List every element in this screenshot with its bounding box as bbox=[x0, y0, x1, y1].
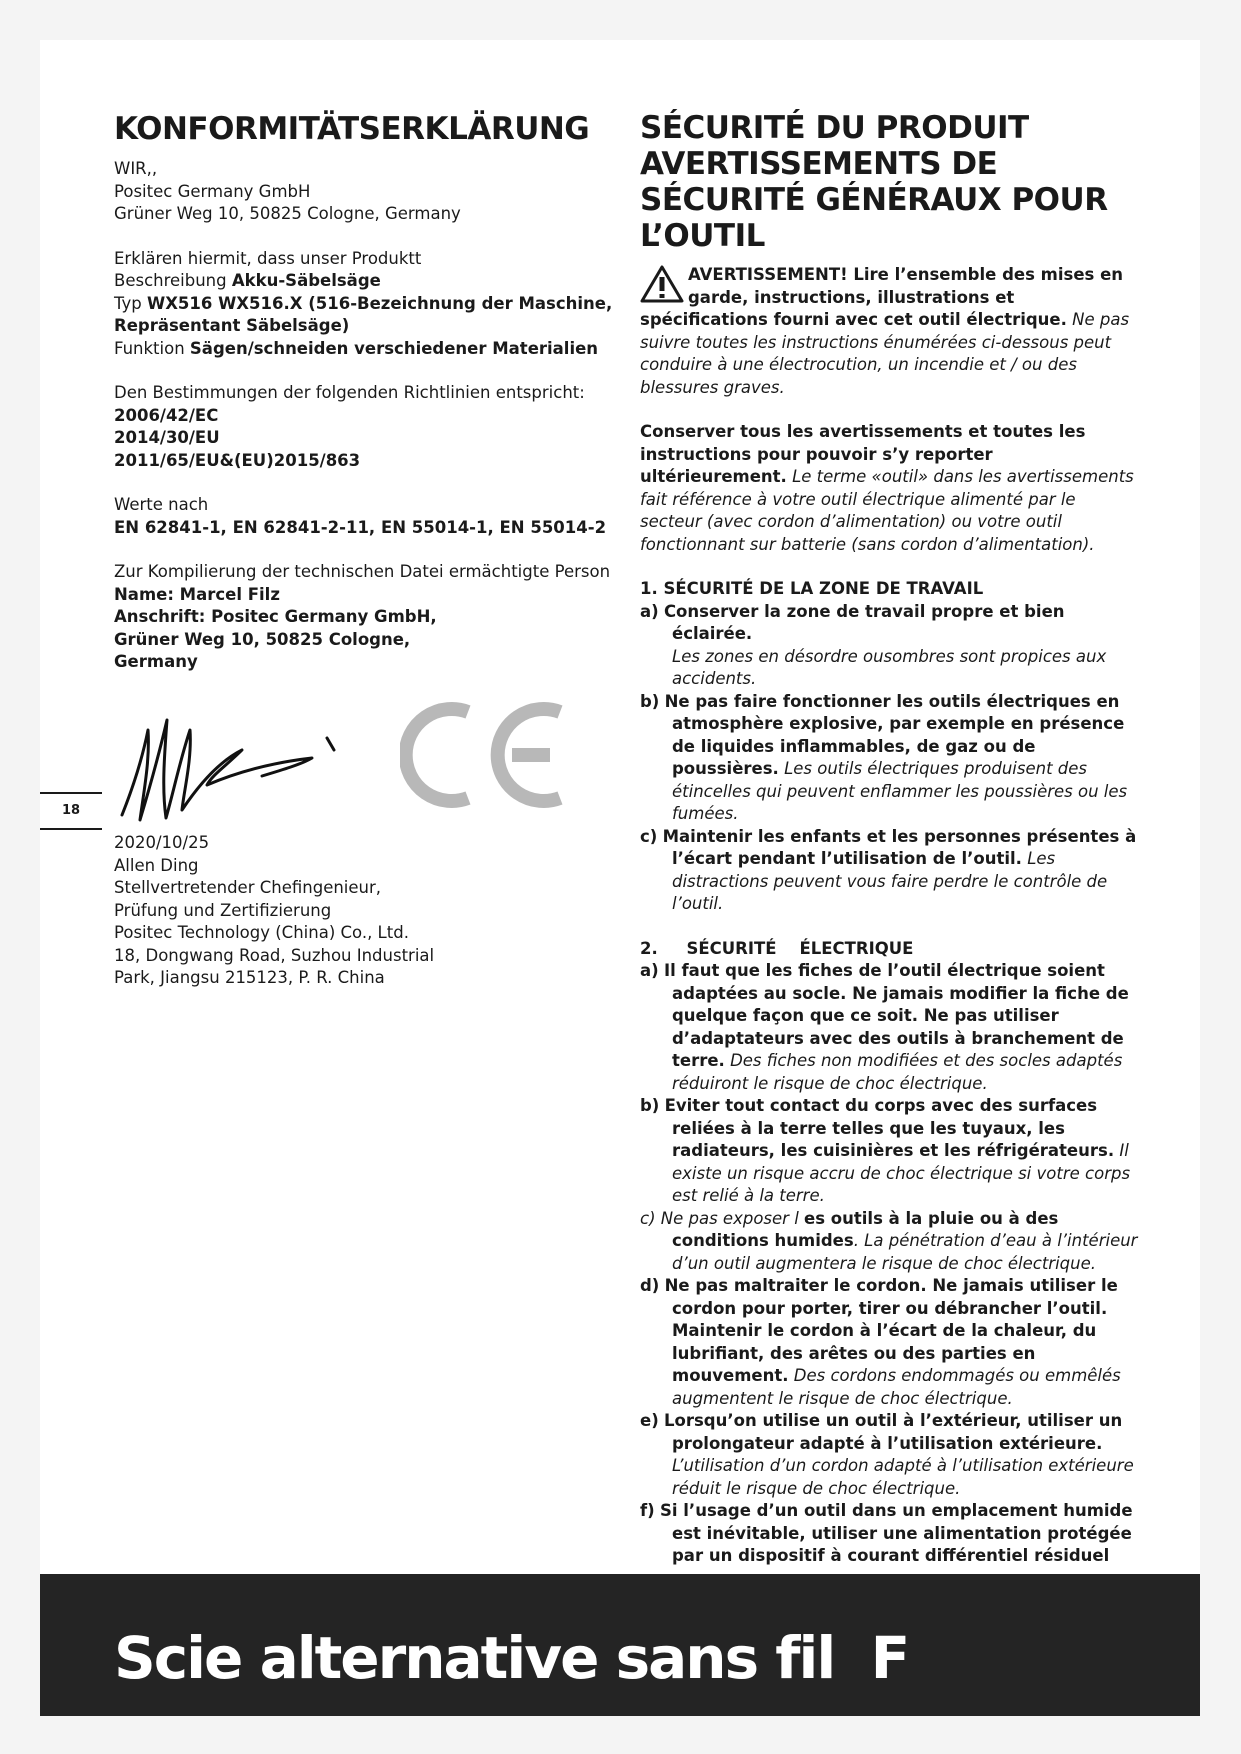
item-label: a) bbox=[640, 961, 659, 980]
safety-column bbox=[640, 110, 1140, 1568]
heading-line: AVERTISSEMENTS DE bbox=[640, 146, 998, 182]
directive-item: 2011/65/EU&(EU)2015/863 bbox=[114, 450, 361, 470]
standards-intro: Werte nach bbox=[114, 495, 209, 514]
signer-line: Park, Jiangsu 215123, P. R. China bbox=[114, 968, 385, 987]
item-italic: Les distractions peuvent vous faire perdre le contrôle de l’outil. bbox=[672, 849, 1108, 913]
tech-file-address: Germany bbox=[114, 652, 198, 671]
item-italic: Ne pas exposer l bbox=[660, 1208, 799, 1228]
description-value: Akku-Säbelsäge bbox=[231, 271, 381, 290]
address-line: Grüner Weg 10, 50825 Cologne, Germany bbox=[114, 204, 461, 223]
item-italic: Les zones en désordre ousombres sont propices aux accidents. bbox=[672, 646, 1107, 688]
signer-line: Stellvertretender Chefingenieur, bbox=[114, 878, 382, 897]
declaration-heading: KONFORMITÄTSERKLÄRUNG bbox=[114, 111, 590, 147]
signature-image bbox=[112, 690, 382, 830]
item-italic: Il existe un risque accru de choc électrique si votre corps est relié à la terre. bbox=[672, 1141, 1131, 1205]
directives-intro: Den Bestimmungen der folgenden Richtlinien entspricht: bbox=[114, 383, 585, 402]
item-bold: Maintenir les enfants et les personnes présentes à l’écart pendant l’utilisation de l’outil. bbox=[662, 826, 1137, 868]
item-label: b) bbox=[640, 1096, 660, 1115]
page-number bbox=[40, 792, 102, 830]
keep-block bbox=[640, 421, 1140, 556]
section-2-title: 2. SÉCURITÉ ÉLECTRIQUE bbox=[640, 938, 914, 958]
function-value: Sägen/schneiden verschiedener Materialien bbox=[189, 338, 599, 358]
signer-line: Prüfung und Zertifizierung bbox=[114, 900, 332, 920]
company-line: Positec Germany GmbH bbox=[114, 181, 311, 201]
warning-bold-text: AVERTISSEMENT! Lire l’ensemble des mises en garde, instructions, illustrations et spécifications fourni avec cet outil électrique. bbox=[640, 265, 1124, 329]
list-item bbox=[640, 960, 1140, 1095]
directive-item: 2014/30/EU bbox=[114, 428, 220, 447]
item-label: a) bbox=[640, 601, 659, 621]
signer-line: 2020/10/25 bbox=[114, 833, 210, 852]
declaration-column bbox=[114, 110, 624, 674]
heading-line: L’OUTIL bbox=[640, 218, 765, 254]
item-label: f) bbox=[640, 1501, 655, 1520]
item-bold: Si l’usage d’un outil dans un emplacement humide est inévitable, utiliser une alimentation protégée par un dispositif à courant différentiel résiduel bbox=[659, 1501, 1133, 1565]
tech-file-address: Anschrift: Positec Germany GmbH, bbox=[114, 607, 437, 626]
page-number-text: 18 bbox=[61, 803, 81, 818]
warning-italic-text: Ne pas suivre toutes les instructions énumérées ci-dessous peut conduire à une électrocution, un incendie et / ou des blessures graves. bbox=[640, 310, 1130, 397]
item-bold: Ne pas maltraiter le cordon. Ne jamais utiliser le cordon pour porter, tirer ou débrancher l’outil. Maintenir le cordon à l’écart de la chaleur, du lubrifiant, des arêtes ou des parties en mouvement. bbox=[664, 1276, 1118, 1385]
footer-title: Scie alternative sans fil F bbox=[114, 1624, 909, 1692]
list-item bbox=[640, 1095, 1140, 1208]
item-bold: es outils à la pluie ou à des conditions humides bbox=[672, 1208, 1059, 1250]
item-label: e) bbox=[640, 1411, 659, 1430]
list-item bbox=[640, 1208, 1140, 1276]
declare-line: Erklären hiermit, dass unser Produktt bbox=[114, 248, 422, 268]
warning-block bbox=[640, 264, 1140, 399]
item-italic: Des fiches non modifiées et des socles adaptés réduiront le risque de choc électrique. bbox=[672, 1051, 1123, 1093]
we-line: WIR,, bbox=[114, 159, 158, 178]
tech-file-address: Grüner Weg 10, 50825 Cologne, bbox=[114, 629, 411, 649]
list-item bbox=[640, 1500, 1140, 1568]
item-bold: Lorsqu’on utilise un outil à l’extérieur, utiliser un prolongateur adapté à l’utilisation extérieure. bbox=[663, 1411, 1123, 1453]
function-line bbox=[114, 338, 624, 361]
item-bold: Il faut que les fiches de l’outil électrique soient adaptées au socle. Ne jamais modifier la fiche de quelque façon que ce soit. Ne pas utiliser d’adaptateurs avec des outils à branchement de terre. bbox=[663, 961, 1129, 1070]
heading-line: SÉCURITÉ DU PRODUIT bbox=[640, 110, 1029, 146]
item-label: c) bbox=[640, 1208, 656, 1228]
tech-file-name: Name: Marcel Filz bbox=[114, 584, 280, 604]
item-italic: L’utilisation d’un cordon adapté à l’utilisation extérieure réduit le risque de choc électrique. bbox=[672, 1456, 1134, 1498]
item-label: d) bbox=[640, 1276, 660, 1295]
list-item bbox=[640, 601, 1140, 691]
item-label: b) bbox=[640, 691, 660, 711]
list-item bbox=[640, 1275, 1140, 1410]
item-label: c) bbox=[640, 826, 658, 846]
type-value-cont: Repräsentant Säbelsäge) bbox=[114, 316, 350, 335]
standards-list: EN 62841-1, EN 62841-2-11, EN 55014-1, EN 55014-2 bbox=[114, 517, 607, 537]
item-italic: Les outils électriques produisent des étincelles qui peuvent enflammer les poussières ou les fumées. bbox=[672, 759, 1128, 823]
tech-file-intro: Zur Kompilierung der technischen Datei ermächtigte Person bbox=[114, 562, 611, 581]
description-label: Beschreibung bbox=[114, 271, 227, 290]
item-italic: Des cordons endommagés ou emmêlés augmentent le risque de choc électrique. bbox=[672, 1366, 1121, 1408]
list-item bbox=[640, 1410, 1140, 1500]
ce-mark-icon bbox=[400, 700, 570, 810]
signer-block bbox=[114, 832, 624, 990]
section-1-title: 1. SÉCURITÉ DE LA ZONE DE TRAVAIL bbox=[640, 579, 984, 598]
keep-bold-text: Conserver tous les avertissements et toutes les instructions pour pouvoir s’y reporter ultérieurement. bbox=[640, 422, 1086, 486]
footer-banner bbox=[40, 1574, 1200, 1716]
heading-line: SÉCURITÉ GÉNÉRAUX POUR bbox=[640, 182, 1108, 218]
list-item bbox=[640, 691, 1140, 826]
description-line bbox=[114, 270, 624, 293]
function-label: Funktion bbox=[114, 338, 185, 358]
item-bold: Ne pas faire fonctionner les outils électriques en atmosphère explosive, par exemple en présence de liquides inflammables, de gaz ou de poussières. bbox=[664, 691, 1125, 778]
signer-line: 18, Dongwang Road, Suzhou Industrial bbox=[114, 945, 435, 965]
directive-item: 2006/42/EC bbox=[114, 405, 219, 425]
safety-heading bbox=[640, 110, 1140, 254]
keep-italic-text: Le terme «outil» dans les avertissements fait référence à votre outil électrique alimenté par le secteur (avec cordon d’alimentation) ou votre outil fonctionnant sur batterie (sans cordon d’alimentation). bbox=[640, 467, 1134, 554]
warning-triangle-icon bbox=[640, 264, 684, 304]
signer-line: Positec Technology (China) Co., Ltd. bbox=[114, 923, 409, 942]
item-bold: Eviter tout contact du corps avec des surfaces reliées à la terre telles que les tuyaux, les radiateurs, les cuisinières et les réfrigérateurs. bbox=[664, 1096, 1115, 1160]
item-bold: Conserver la zone de travail propre et bien éclairée. bbox=[663, 601, 1065, 643]
item-italic: . La pénétration d’eau à l’intérieur d’un outil augmentera le risque de choc électrique. bbox=[672, 1231, 1138, 1273]
type-line bbox=[114, 293, 624, 316]
list-item bbox=[640, 826, 1140, 916]
type-label: Typ bbox=[114, 293, 142, 313]
signer-line: Allen Ding bbox=[114, 855, 199, 875]
type-value: WX516 WX516.X (516-Bezeichnung der Maschine, bbox=[147, 293, 613, 313]
